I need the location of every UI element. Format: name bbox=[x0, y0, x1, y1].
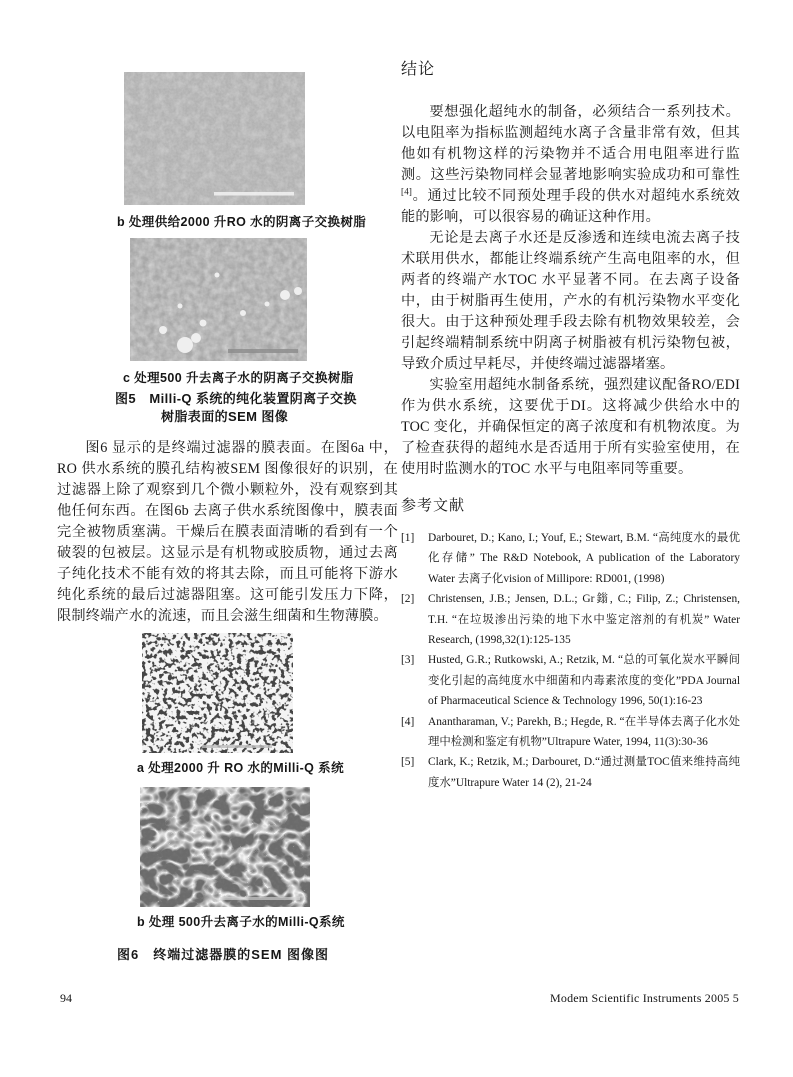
figure5-title-line1: 图5 Milli-Q 系统的纯化装置阴离子交换 bbox=[115, 391, 357, 406]
figure5b-sem-image bbox=[124, 72, 398, 205]
right-column bbox=[401, 60, 740, 793]
reference-number: [2] bbox=[401, 593, 415, 606]
citation-superscript: [4] bbox=[401, 186, 413, 197]
figure6a-caption: a 处理2000 升 RO 水的Milli-Q 系统 bbox=[137, 761, 344, 775]
paragraph-text: 。通过比较不同预处理手段的供水对超纯水系统效能的影响，可以很容易的确证这种作用。 bbox=[401, 188, 740, 225]
reference-text: Clark, K.; Retzik, M.; Darbouret, D.“通过测量TOC值来维持高纯度水”Ultrapure Water 14 (2), 21-24 bbox=[428, 756, 740, 789]
scale-bar bbox=[214, 192, 294, 196]
references-heading: 参考文献 bbox=[401, 498, 466, 514]
page-number: 94 bbox=[60, 991, 72, 1005]
conclusion-paragraph-1 bbox=[401, 102, 740, 228]
figure6a-sem-image bbox=[142, 633, 398, 753]
journal-name: Modem Scientific Instruments 2005 5 bbox=[550, 991, 739, 1005]
reference-text: Anantharaman, V.; Parekh, B.; Hegde, R. “在半导体去离子化水处理中检测和鉴定有机物”Ultrapure Water, 1994, 11(3):30-36 bbox=[428, 715, 740, 749]
conclusion-paragraph-2: 无论是去离子水还是反渗透和连续电流去离子技术联用供水，都能让终端系统产生高电阻率的水，但两者的终端产水TOC 水平显著不同。在去离子设备中，由于树脂再生使用，产水的有机污染物水平变化很大。由于这种预处理手段去除有机物效果较差，会引起终端精制系统中阴离子树脂被有机污染物包被，导致介质过早耗尽，并使终端过滤器堵塞。 bbox=[401, 230, 740, 372]
reference-item bbox=[401, 589, 740, 650]
scale-bar bbox=[228, 349, 298, 353]
figure5c-sem-image bbox=[130, 238, 398, 361]
reference-number: [5] bbox=[401, 756, 415, 769]
reference-number: [3] bbox=[401, 654, 415, 667]
figure5c-caption: c 处理500 升去离子水的阴离子交换树脂 bbox=[123, 371, 354, 385]
figure6-title: 图6 终端过滤器膜的SEM 图像图 bbox=[117, 947, 330, 962]
left-column bbox=[57, 72, 398, 963]
figure6b-caption: b 处理 500升去离子水的Milli-Q系统 bbox=[137, 915, 345, 929]
reference-item bbox=[401, 650, 740, 711]
reference-item bbox=[401, 752, 740, 793]
paragraph-text: 要想强化超纯水的制备，必须结合一系列技术。以电阻率为指标监测超纯水离子含量非常有效，但其他如有机物这样的污染物并不适合用电阻率进行监测。这些污染物同样会显著地影响实验成功和可靠性 bbox=[401, 104, 740, 183]
body-paragraph: 图6 显示的是终端过滤器的膜表面。在图6a 中，RO 供水系统的膜孔结构被SEM 图像很好的识别，在过滤器上除了观察到几个微小颗粒外，没有观察到其他任何东西。在图6b 去离子供水系统图像中，膜表面完全被物质塞满。干燥后在膜表面清晰的看到有一个破裂的包被层。这显示是有机物或胶质物，通过去离子纯化技术不能有效的将其去除，而且可能将下游水纯化系统的最后过滤器阻塞。这可能引发压力下降，限制终端产水的流速，而且会滋生细菌和生物薄膜。 bbox=[57, 440, 398, 624]
figure5-title-line2: 树脂表面的SEM 图像 bbox=[161, 409, 289, 424]
figure6b-sem-image bbox=[140, 787, 398, 907]
reference-item bbox=[401, 528, 740, 589]
reference-number: [4] bbox=[401, 715, 415, 728]
reference-number: [1] bbox=[401, 532, 415, 544]
scale-bar bbox=[220, 897, 300, 900]
page-footer bbox=[60, 991, 739, 1006]
reference-text: Christensen, J.B.; Jensen, D.L.; Gr鎓, C.; Filip, Z.; Christensen, T.H. “在垃圾渗出污染的地下水中鉴定溶剂的有机炭” Water Research, (1998,32(1):125-135 bbox=[428, 593, 740, 647]
scale-bar bbox=[202, 745, 272, 748]
conclusion-heading: 结论 bbox=[401, 61, 436, 78]
reference-text: Darbouret, D.; Kano, I.; Youf, E.; Stewart, B.M. “高纯度水的最优化存储” The R&D Notebook, A publication of the Laboratory Water 去离子化vision of Millipore: RD001, (1998) bbox=[428, 532, 740, 585]
conclusion-paragraph-3: 实验室用超纯水制备系统，强烈建议配备RO/EDI 作为供水系统，这要优于DI。这将减少供给水中的TOC 变化，并确保恒定的离子浓度和有机物浓度。为了检查获得的超纯水是否适用于所有实验室使用，在使用时监测水的TOC 水平与电阻率同等重要。 bbox=[401, 377, 740, 477]
reference-list bbox=[401, 528, 740, 793]
figure5b-caption: b 处理供给2000 升RO 水的阴离子交换树脂 bbox=[117, 215, 367, 229]
reference-item bbox=[401, 712, 740, 753]
reference-text: Husted, G.R.; Rutkowski, A.; Retzik, M. “总的可氧化炭水平瞬间变化引起的高纯度水中细菌和内毒素浓度的变化”PDA Journal of Pharmaceutical Science & Technology 1996, 50(1):16-23 bbox=[428, 654, 740, 708]
